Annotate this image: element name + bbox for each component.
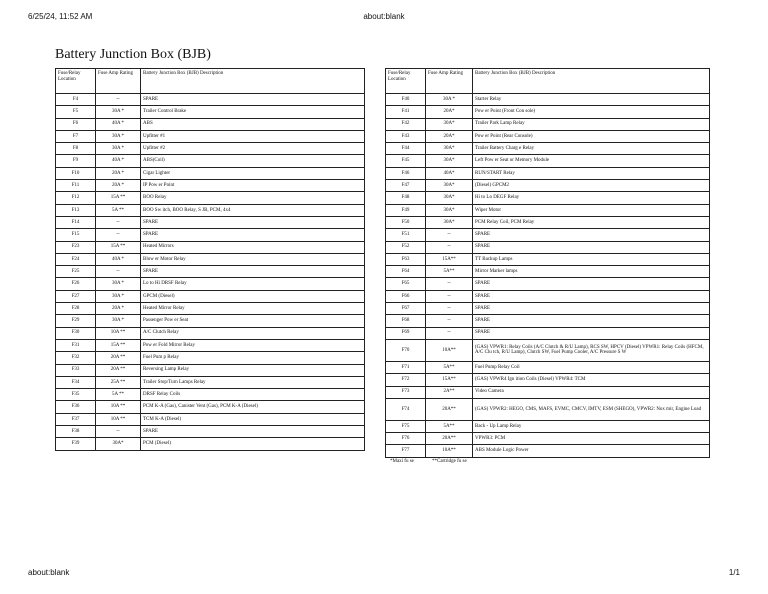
fuse-rating-cell: 30A*	[426, 216, 473, 228]
fuse-description-cell: A/C Clutch Relay	[141, 327, 365, 339]
table-row	[56, 389, 365, 401]
fuse-description-cell: SPARE	[473, 315, 710, 327]
fuse-rating-cell: 30A*	[426, 155, 473, 167]
table-row	[386, 386, 710, 398]
fuse-location-cell: F67	[386, 303, 426, 315]
fuse-description-cell: Cigar Lighter	[141, 167, 365, 179]
fuse-description-cell: ABS Module Logic Power	[473, 445, 710, 457]
fuse-description-cell: Trailer Stop/Turn Lamps Relay	[141, 376, 365, 388]
fuse-rating-cell: 30A*	[426, 143, 473, 155]
table-row	[56, 376, 365, 388]
fuse-location-cell: F28	[56, 303, 96, 315]
table-row	[386, 192, 710, 204]
table-header-row	[56, 69, 365, 94]
table-row	[56, 303, 365, 315]
fuse-rating-cell: --	[426, 315, 473, 327]
fuse-location-cell: F27	[56, 290, 96, 302]
table-row	[386, 253, 710, 265]
fuse-location-cell: F11	[56, 180, 96, 192]
fuse-location-cell: F73	[386, 386, 426, 398]
fuse-description-cell: SPARE	[473, 290, 710, 302]
fuse-location-cell: F38	[56, 426, 96, 438]
fuse-rating-cell: --	[426, 290, 473, 302]
fuse-rating-cell: 10A **	[96, 401, 141, 413]
fuse-rating-cell: 40A *	[96, 118, 141, 130]
fuse-location-cell: F74	[386, 398, 426, 420]
table-row	[56, 204, 365, 216]
fuse-rating-cell: 30A*	[426, 192, 473, 204]
fuse-location-cell: F50	[386, 216, 426, 228]
fuse-rating-cell: 10A**	[426, 445, 473, 457]
fuse-description-cell: GPCM (Diesel)	[141, 290, 365, 302]
column-header-location: Fuse/Relay Location	[56, 69, 96, 94]
fuse-description-cell: Fuel Pum p Relay	[141, 352, 365, 364]
table-row	[56, 364, 365, 376]
fuse-location-cell: F37	[56, 413, 96, 425]
fuse-location-cell: F64	[386, 266, 426, 278]
fuse-rating-cell: 20A **	[96, 364, 141, 376]
column-header-location: Fuse/Relay Location	[386, 69, 426, 94]
fuse-description-cell: PCM Relay Coil, PCM Relay	[473, 216, 710, 228]
fuse-rating-cell: 20A *	[96, 167, 141, 179]
fuse-rating-cell: 30A*	[426, 204, 473, 216]
fuse-location-cell: F34	[56, 376, 96, 388]
fuse-description-cell: RUN/START Relay	[473, 167, 710, 179]
table-row	[386, 315, 710, 327]
table-row	[386, 266, 710, 278]
table-row	[56, 413, 365, 425]
fuse-location-cell: F33	[56, 364, 96, 376]
fuse-description-cell: SPARE	[473, 278, 710, 290]
footer-url: about:blank	[28, 568, 70, 577]
fuse-location-cell: F41	[386, 106, 426, 118]
fuse-location-cell: F36	[56, 401, 96, 413]
fuse-rating-cell: 40A *	[96, 155, 141, 167]
column-header-rating: Fuse Amp Rating	[96, 69, 141, 94]
fuse-rating-cell: 15A**	[426, 374, 473, 386]
fuse-rating-cell: --	[426, 241, 473, 253]
table-row	[386, 229, 710, 241]
table-row	[386, 327, 710, 339]
fuse-location-cell: F32	[56, 352, 96, 364]
fuse-rating-cell: 20A **	[96, 352, 141, 364]
fuse-location-cell: F63	[386, 253, 426, 265]
fuse-location-cell: F30	[56, 327, 96, 339]
fuse-description-cell: Heated Mirrors	[141, 241, 365, 253]
fuse-location-cell: F72	[386, 374, 426, 386]
fuse-rating-cell: 20A**	[426, 433, 473, 445]
timestamp: 6/25/24, 11:52 AM	[28, 12, 93, 21]
fuse-description-cell: Wiper Motor	[473, 204, 710, 216]
fuse-location-cell: F15	[56, 229, 96, 241]
fuse-description-cell: ABS(Coil)	[141, 155, 365, 167]
fuse-location-cell: F47	[386, 180, 426, 192]
fuse-rating-cell: --	[96, 229, 141, 241]
fuse-location-cell: F68	[386, 315, 426, 327]
fuse-location-cell: F75	[386, 420, 426, 432]
fuse-location-cell: F77	[386, 445, 426, 457]
fuse-description-cell: Pow er Point (Rear Console)	[473, 130, 710, 142]
fuse-location-cell: F51	[386, 229, 426, 241]
table-row	[56, 315, 365, 327]
fuse-description-cell: Passenger Pow er Seat	[141, 315, 365, 327]
fuse-description-cell: Fuel Pump Relay Coil	[473, 361, 710, 373]
fuse-location-cell: F76	[386, 433, 426, 445]
fuse-location-cell: F13	[56, 204, 96, 216]
footnote-maxi: *Maxi fu se	[390, 459, 414, 464]
fuse-description-cell: TT Backup Lamps	[473, 253, 710, 265]
table-row	[56, 167, 365, 179]
fuse-rating-cell: 20A *	[96, 303, 141, 315]
fuse-description-cell: PCM K-A (Gas), Canister Vent (Gas), PCM K-A (Diesel)	[141, 401, 365, 413]
fuse-location-cell: F31	[56, 339, 96, 351]
table-row	[386, 339, 710, 361]
fuse-description-cell: Video Camera	[473, 386, 710, 398]
fuse-rating-cell: --	[426, 303, 473, 315]
fuse-location-cell: F26	[56, 278, 96, 290]
column-header-rating: Fuse Amp Rating	[426, 69, 473, 94]
fuse-table-left	[55, 68, 365, 451]
fuse-rating-cell: 5A**	[426, 266, 473, 278]
browser-print-footer	[0, 568, 768, 582]
fuse-location-cell: F6	[56, 118, 96, 130]
fuse-location-cell: F44	[386, 143, 426, 155]
table-row	[56, 192, 365, 204]
table-row	[56, 278, 365, 290]
fuse-description-cell: BOO Relay	[141, 192, 365, 204]
table-row	[56, 438, 365, 450]
fuse-rating-cell: 30A *	[96, 278, 141, 290]
fuse-description-cell: ABS	[141, 118, 365, 130]
table-row	[56, 130, 365, 142]
fuse-location-cell: F5	[56, 106, 96, 118]
fuse-location-cell: F42	[386, 118, 426, 130]
table-row	[386, 303, 710, 315]
fuse-rating-cell: 10A **	[96, 327, 141, 339]
table-row	[56, 253, 365, 265]
page-title: about:blank	[363, 12, 405, 21]
fuse-location-cell: F48	[386, 192, 426, 204]
fuse-location-cell: F35	[56, 389, 96, 401]
fuse-location-cell: F8	[56, 143, 96, 155]
page-number: 1/1	[728, 568, 740, 577]
fuse-rating-cell: --	[96, 426, 141, 438]
fuse-location-cell: F52	[386, 241, 426, 253]
fuse-location-cell: F39	[56, 438, 96, 450]
fuse-rating-cell: 30A *	[96, 106, 141, 118]
fuse-description-cell: Lo to Hi DRSF Relay	[141, 278, 365, 290]
fuse-rating-cell: 30A*	[426, 118, 473, 130]
fuse-location-cell: F24	[56, 253, 96, 265]
table-row	[386, 361, 710, 373]
fuse-description-cell: Mirror Marker lamps	[473, 266, 710, 278]
table-row	[56, 229, 365, 241]
fuse-rating-cell: --	[96, 266, 141, 278]
fuse-rating-cell: 15A **	[96, 339, 141, 351]
column-header-description: Battery Junction Box (BJB) Description	[141, 69, 365, 94]
table-row	[56, 143, 365, 155]
table-row	[386, 130, 710, 142]
fuse-rating-cell: 30A *	[96, 143, 141, 155]
table-row	[386, 445, 710, 457]
fuse-description-cell: Trailer Park Lamp Relay	[473, 118, 710, 130]
fuse-description-cell: PCM (Diesel)	[141, 438, 365, 450]
fuse-location-cell: F10	[56, 167, 96, 179]
fuse-description-cell: Starter Relay	[473, 94, 710, 106]
fuse-rating-cell: 5A**	[426, 420, 473, 432]
table-row	[56, 266, 365, 278]
column-header-description: Battery Junction Box (BJB) Description	[473, 69, 710, 94]
table-row	[386, 94, 710, 106]
fuse-rating-cell: 30A *	[426, 94, 473, 106]
fuse-location-cell: F25	[56, 266, 96, 278]
table-row	[56, 106, 365, 118]
fuse-rating-cell: 30A*	[96, 438, 141, 450]
fuse-description-cell: Trailer Control Brake	[141, 106, 365, 118]
fuse-location-cell: F9	[56, 155, 96, 167]
fuse-location-cell: F12	[56, 192, 96, 204]
table-row	[56, 180, 365, 192]
fuse-description-cell: Left Pow er Seat or Memory Module	[473, 155, 710, 167]
footnote-cartridge: **Cartridge fu se	[432, 459, 467, 464]
fuse-location-cell: F49	[386, 204, 426, 216]
table-row	[386, 118, 710, 130]
fuse-location-cell: F70	[386, 339, 426, 361]
fuse-description-cell: IP Pow er Point	[141, 180, 365, 192]
fuse-rating-cell: 20A**	[426, 398, 473, 420]
fuse-rating-cell: 20A*	[426, 130, 473, 142]
table-row	[386, 433, 710, 445]
fuse-description-cell: SPARE	[473, 241, 710, 253]
fuse-description-cell: SPARE	[141, 229, 365, 241]
fuse-table-right	[385, 68, 710, 458]
table-row	[386, 420, 710, 432]
table-row	[386, 216, 710, 228]
fuse-description-cell: (GAS) VPWR2: HEGO, CMS, MAFS, EVMC, CMCV, IMTV, ESM (SHEGO), VPWR2: Nox mir, Engine Load	[473, 398, 710, 420]
table-row	[56, 327, 365, 339]
fuse-location-cell: F46	[386, 167, 426, 179]
table-row	[386, 180, 710, 192]
fuse-location-cell: F23	[56, 241, 96, 253]
fuse-description-cell: VPWR3: PCM	[473, 433, 710, 445]
fuse-description-cell: SPARE	[141, 426, 365, 438]
fuse-rating-cell: --	[96, 94, 141, 106]
document-title: Battery Junction Box (BJB)	[55, 47, 211, 62]
fuse-description-cell: SPARE	[141, 216, 365, 228]
fuse-rating-cell: --	[426, 327, 473, 339]
table-row	[56, 241, 365, 253]
fuse-rating-cell: 10A**	[426, 339, 473, 361]
fuse-rating-cell: 30A*	[426, 180, 473, 192]
fuse-rating-cell: 15A**	[426, 253, 473, 265]
fuse-description-cell: Blow er Motor Relay	[141, 253, 365, 265]
fuse-location-cell: F69	[386, 327, 426, 339]
fuse-description-cell: Hi to Lo DEGF Relay	[473, 192, 710, 204]
table-row	[386, 290, 710, 302]
table-row	[386, 204, 710, 216]
fuse-location-cell: F14	[56, 216, 96, 228]
fuse-description-cell: Reversing Lamp Relay	[141, 364, 365, 376]
fuse-rating-cell: 20A*	[426, 106, 473, 118]
fuse-rating-cell: 40A *	[96, 253, 141, 265]
browser-print-header	[0, 10, 768, 24]
fuse-rating-cell: 2A**	[426, 386, 473, 398]
fuse-description-cell: Pow er Fold Mirror Relay	[141, 339, 365, 351]
fuse-location-cell: F7	[56, 130, 96, 142]
fuse-description-cell: Trailer Battery Charg e Relay	[473, 143, 710, 155]
fuse-rating-cell: 5A **	[96, 204, 141, 216]
table-row	[386, 143, 710, 155]
table-row	[386, 241, 710, 253]
fuse-description-cell: Heated Mirror Relay	[141, 303, 365, 315]
table-row	[56, 94, 365, 106]
fuse-description-cell: (GAS) VPWR4 Ign ition Coils (Diesel) VPWR4: TCM	[473, 374, 710, 386]
fuse-rating-cell: 25A **	[96, 376, 141, 388]
table-row	[56, 401, 365, 413]
table-row	[386, 278, 710, 290]
table-row	[386, 155, 710, 167]
fuse-location-cell: F43	[386, 130, 426, 142]
table-row	[386, 167, 710, 179]
fuse-rating-cell: --	[426, 229, 473, 241]
fuse-rating-cell: 30A *	[96, 315, 141, 327]
table-header-row	[386, 69, 710, 94]
fuse-location-cell: F45	[386, 155, 426, 167]
fuse-rating-cell: 30A *	[96, 290, 141, 302]
fuse-rating-cell: 15A **	[96, 192, 141, 204]
fuse-rating-cell: --	[96, 216, 141, 228]
fuse-description-cell: DRSF Relay Coils	[141, 389, 365, 401]
table-row	[56, 339, 365, 351]
fuse-description-cell: Back - Up Lamp Relay	[473, 420, 710, 432]
fuse-rating-cell: 30A *	[96, 130, 141, 142]
table-row	[56, 290, 365, 302]
fuse-description-cell: Upfitter #1	[141, 130, 365, 142]
fuse-description-cell: SPARE	[473, 327, 710, 339]
fuse-description-cell: Pow er Point (Front Con sole)	[473, 106, 710, 118]
table-row	[56, 216, 365, 228]
fuse-rating-cell: 5A **	[96, 389, 141, 401]
fuse-description-cell: BOO Sw itch, BOO Relay, S JB, PCM, 4x4	[141, 204, 365, 216]
fuse-location-cell: F71	[386, 361, 426, 373]
fuse-rating-cell: 10A **	[96, 413, 141, 425]
table-row	[386, 374, 710, 386]
table-row	[386, 106, 710, 118]
fuse-location-cell: F29	[56, 315, 96, 327]
fuse-rating-cell: 15A **	[96, 241, 141, 253]
table-row	[56, 155, 365, 167]
fuse-description-cell: SPARE	[473, 229, 710, 241]
fuse-description-cell: SPARE	[141, 266, 365, 278]
fuse-description-cell: TCM K-A (Diesel)	[141, 413, 365, 425]
table-row	[56, 352, 365, 364]
fuse-description-cell: Upfitter #2	[141, 143, 365, 155]
fuse-description-cell: (GAS) VPWR1: Relay Coils (A/C Clutch & R/U Lamp), RCS SW, HPCV (Diesel) VPWR1: Relay Coils (HFCM, A/C Clu tch, R/U Lamp), Clutch SW, Fuel Pump Cooler, A/C Pressure S W	[473, 339, 710, 361]
fuse-description-cell: SPARE	[141, 94, 365, 106]
table-row	[56, 426, 365, 438]
table-row	[386, 398, 710, 420]
fuse-location-cell: F4	[56, 94, 96, 106]
fuse-rating-cell: --	[426, 278, 473, 290]
fuse-rating-cell: 20A *	[96, 180, 141, 192]
fuse-location-cell: F40	[386, 94, 426, 106]
fuse-description-cell: SPARE	[473, 303, 710, 315]
fuse-location-cell: F65	[386, 278, 426, 290]
fuse-location-cell: F66	[386, 290, 426, 302]
fuse-description-cell: (Diesel) GPCM2	[473, 180, 710, 192]
fuse-rating-cell: 40A*	[426, 167, 473, 179]
table-row	[56, 118, 365, 130]
fuse-rating-cell: 5A**	[426, 361, 473, 373]
